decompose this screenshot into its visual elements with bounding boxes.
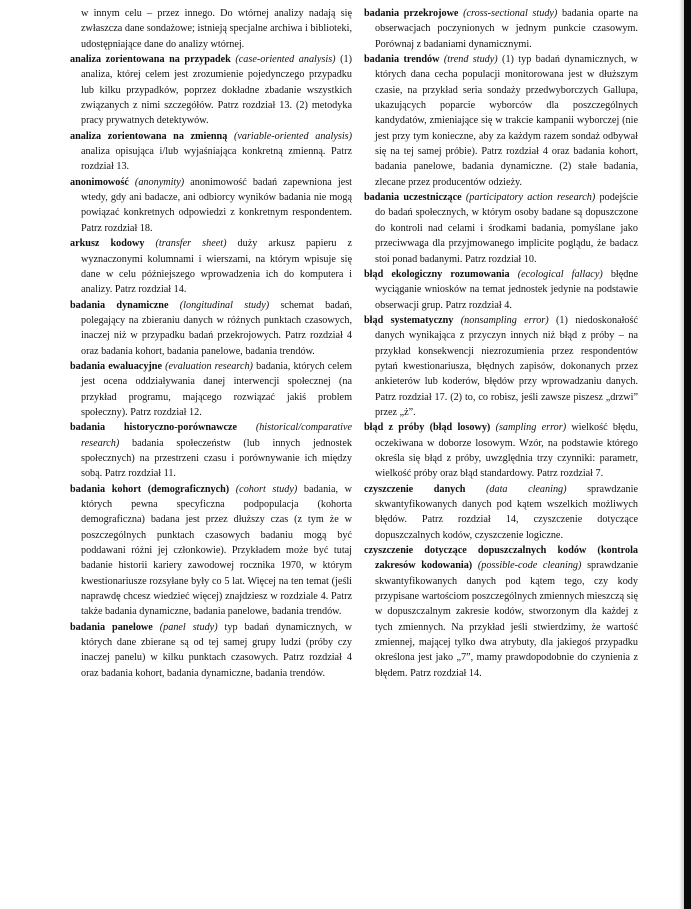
glossary-entry [364,52,638,190]
entry-body: typ badań dynamicznych, w których dane zbierane są od tej samej grupy ludzi (próby czy inaczej panelu) w kilku punktach czasowych. Patrz rozdział 4 oraz badania kohort, badania dynamiczne, badania trendów. [81,621,352,679]
entry-english: (variable-oriented analysis) [233,130,353,142]
entry-english: (case-oriented analysis) [235,54,336,66]
entry-english: (possible-code cleaning) [477,560,582,572]
entry-term: badania dynamiczne [70,299,169,311]
entry-term: czyszczenie danych [364,483,466,495]
entry-english: (sampling error) [495,422,567,434]
entry-body: sprawdzanie skwantyfikowanych danych pod kątem tego, czy kody przypisane wartościom poszczególnych zmiennych mieszczą się w dopuszczalnym zakresie kodów, stworzonym dla każdej z tych zmiennych. Na przykład jeśli stwierdzimy, że wartość zmiennej, mającej tylko dwa atrybuty, dla jakiegoś przypadku określona jest jako „7”, mamy prawdopodobnie do czynienia z błędem. Patrz rozdział 14. [375,560,639,679]
entry-term: badania historyczno-porównawcze [70,422,238,434]
entry-term: analiza zorientowana na zmienną [70,130,228,142]
entry-term: badania przekrojowe [364,8,459,19]
entry-term: badania panelowe [70,621,153,633]
glossary-entry [364,190,638,267]
entry-body: analiza opisująca i/lub wyjaśniająca konkretną zmienną. Patrz rozdział 13. [81,146,352,173]
glossary-entry [364,482,638,543]
entry-body: (1) analiza, której celem jest zrozumienie pojedynczego przypadku lub kilku przypadków, poprzez dokładne zbadanie wszystkich związanych z nimi szczegółów. Patrz rozdział 13. (2) metodyka pracy prywatnych detektywów. [81,54,353,127]
entry-body: sprawdzanie skwantyfikowanych danych pod kątem wszelkich możliwych błędów. Patrz rozdział 14, czyszczenie dotyczące dopuszczalnych kodów, czyszczenie logiczne. [375,483,639,541]
entry-english: (panel study) [159,621,218,633]
entry-body: badania, w których pewna specyficzna podpopulacja (kohorta demograficzna) badana jest przez dłuższy czas (z tym że w poszczególnych punktach czasowych badaniu mogą być poddawani różni jej członkowie). Przykładem może być tutaj badanie historii kariery zawodowej rocznika 1970, w którym kwestionariusze rozsyłane były co 5 lat. Więcej na ten temat (jeśli naprawdę chcesz wiedzieć więcej) znajdziesz w rozdziale 4. Patrz także badania dynamiczne, badania panelowe, badania trendów. [81,483,353,618]
glossary-entry [70,236,352,297]
entry-term: badania kohort (demograficznych) [70,483,230,495]
entry-english: (transfer sheet) [155,238,227,250]
entry-english: (participatory action research) [465,192,596,204]
entry-term: błąd ekologiczny rozumowania [364,268,510,280]
entry-english: (longitudinal study) [179,299,270,311]
entry-body: w innym celu – przez innego. Do wtórnej analizy nadają się zwłaszcza dane sondażowe; istnieją specjalne archiwa i biblioteki, udostępniające dane do analizy wtórnej. [81,8,352,50]
entry-term: badania uczestniczące [364,192,462,204]
entry-body: duży arkusz papieru z wyznaczonymi kolumnami i wierszami, na którym wpisuje się dane w celu późniejszego wprowadzenia ich do komputera i analizy. Patrz rozdział 14. [81,238,353,296]
book-spine-edge [684,0,691,909]
entry-term: błąd z próby (błąd losowy) [364,422,491,434]
glossary-entry [70,175,352,236]
glossary-entry [364,313,638,420]
entry-term: błąd systematyczny [364,314,454,326]
entry-body: (1) niedoskonałość danych wynikająca z przyczyn innych niż błąd z próby – na przykład konsekwencji niezrozumienia przez respondentów pytań kwestionariusza, błędnych zapisów, dokonanych przez ankieterów lub koderów, błędów przy wprowadzaniu danych. Patrz rozdział 17. (2) to, co robisz, jeśli zawsze piszesz „drzwi” przez „ż”. [375,314,639,418]
entry-english: (data cleaning) [486,483,567,495]
entry-body: (1) typ badań dynamicznych, w których dana cecha populacji monitorowana jest w dłuższym czasie, na przykład seria sondaży przedwyborczych Gallupa, ukazujących poparcie wyborców dla poszczególnych kandydatów, zmieniające się w trakcie kampanii wyborczej (nie jest przy tym konieczne, aby za każdym razem sondaż odbywał się na tej samej próbie). Patrz rozdział 4 oraz badania kohort, badania panelowe, badania dynamiczne. (2) stałe badania, zlecane przez producentów odzieży. [375,54,639,188]
entry-body: błędne wyciąganie wniosków na temat jednostek jedynie na podstawie obserwacji grup. Patrz rozdział 4. [375,268,638,311]
glossary-entry [364,420,638,481]
entry-english: (nonsampling error) [460,314,549,326]
entry-body: badania społeczeństw (lub innych jednostek społecznych) na przestrzeni czasu i porównywanie ich między sobą. Patrz rozdział 11. [81,437,352,480]
entry-english: (cohort study) [235,483,298,495]
entry-body: anonimowość badań zapewniona jest wtedy, gdy ani badacze, ani odbiorcy wyników badania nie mogą powiązać konkretnych odpowiedzi z konkretnym respondentem. Patrz rozdział 18. [81,176,353,234]
left-column [70,6,352,681]
glossary-entry [70,298,352,359]
entry-english: (evaluation research) [165,360,253,372]
entry-body: schemat badań, polegający na zbieraniu danych w różnych punktach czasowych, inaczej niż w przypadku badań przekrojowych. Patrz rozdział 4 oraz badania kohort, badania panelowe, badania trendów. [81,299,352,357]
entry-body: badania oparte na obserwacjach poczynionych w jednym punkcie czasowym. Porównaj z badaniami dynamicznymi. [375,8,638,50]
glossary-entry [70,420,352,481]
glossary-entry [364,543,638,681]
glossary-entry [70,359,352,420]
entry-term: badania ewaluacyjne [70,360,162,372]
glossary-entry [70,52,352,129]
glossary-entry [364,267,638,313]
entry-term: badania trendów [364,54,440,66]
right-column [364,6,638,681]
glossary-entry [364,6,638,52]
entry-term: arkusz kodowy [70,238,145,250]
entry-english: (ecological fallacy) [517,268,603,280]
entry-english: (historical/comparative research) [81,422,353,449]
glossary-entry [70,620,352,681]
entry-body: podejście do badań społecznych, w którym osoby badane są dopuszczone do kontroli nad celami i środkami badania, pomyślane jako przeciwwaga dla przyjmowanego implicite poglądu, że badacz stoi ponad badanymi. Patrz rozdział 10. [375,192,639,265]
glossary-entry [70,129,352,175]
glossary-entry [70,482,352,620]
entry-english: (cross-sectional study) [463,8,558,19]
glossary-entry-continuation [70,6,352,52]
entry-english: (trend study) [443,54,498,66]
entry-body: wielkość błędu, oczekiwana w doborze losowym. Wzór, na podstawie którego określa się błąd z próby, uwzględnia trzy czynniki: parametr, wielkość próby oraz błąd standardowy. Patrz rozdział 7. [375,422,639,480]
entry-term: anonimowość [70,176,129,188]
entry-term: czyszczenie dotyczące dopuszczalnych kodów (kontrola zakresów kodowania) [364,545,638,572]
entry-term: analiza zorientowana na przypadek [70,54,231,66]
entry-english: (anonymity) [134,176,185,188]
entry-body: badania, których celem jest ocena oddziaływania danej interwencji społecznej (na przykład programu, mającego rozwiązać jakiś problem społeczny). Patrz rozdział 12. [81,360,353,418]
